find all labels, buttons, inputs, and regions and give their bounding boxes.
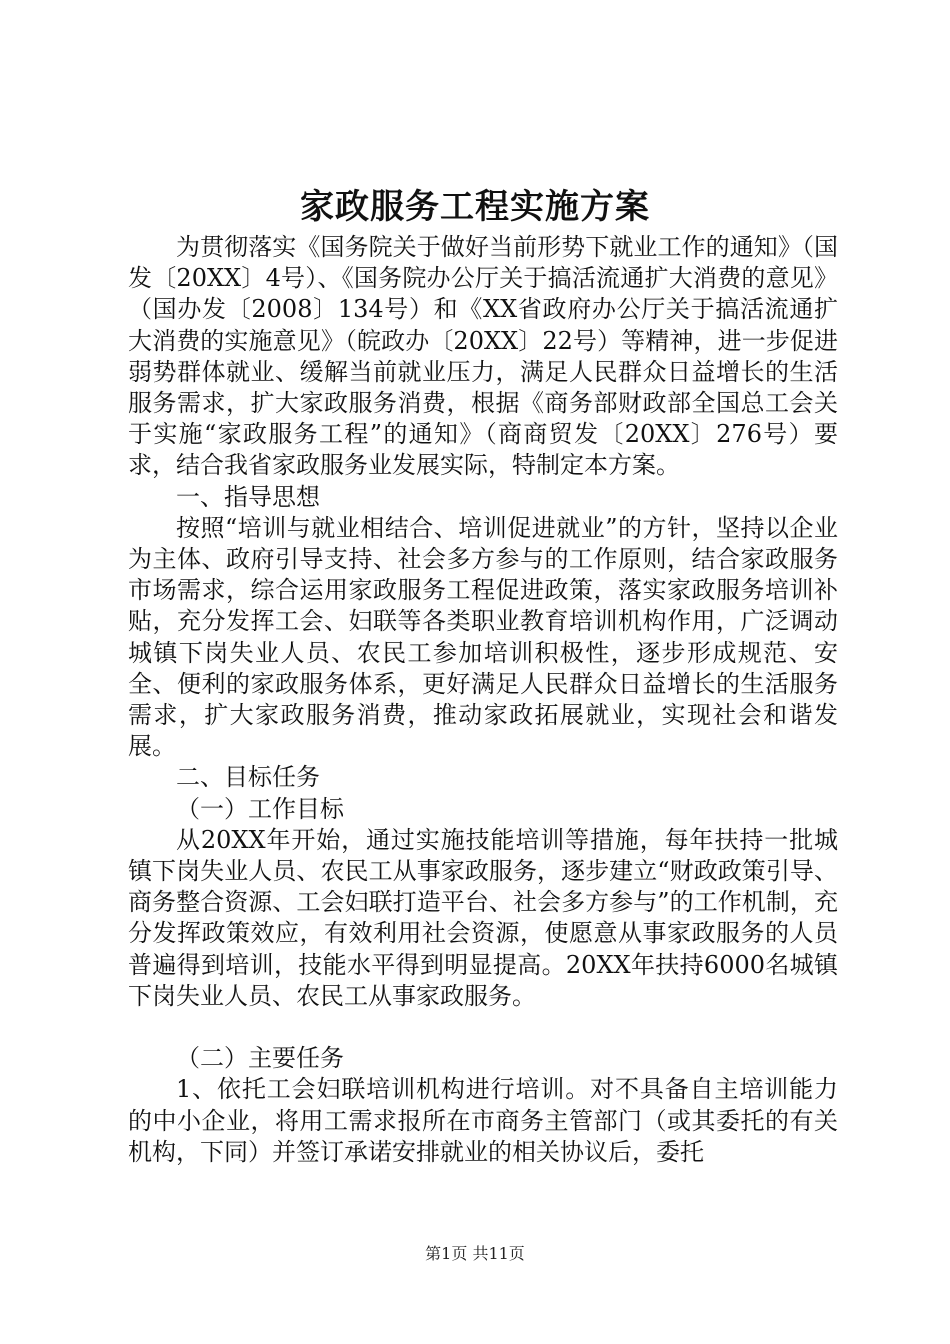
work-goals-paragraph: 从20XX年开始，通过实施技能培训等措施，每年扶持一批城镇下岗失业人员、农民工从事家政服务，逐步建立“财政政策引导、商务整合资源、工会妇联打造平台、社会多方参与”的工作机制，充分发挥政策效应，有效利用社会资源，使愿意从事家政服务的人员普遍得到培训，技能水平得到明显提高。20XX年扶持6000名城镇下岗失业人员、农民工从事家政服务。 <box>128 825 838 1010</box>
intro-paragraph: 为贯彻落实《国务院关于做好当前形势下就业工作的通知》（国发〔20XX〕4号）、《国务院办公厅关于搞活流通扩大消费的意见》（国办发〔2008〕134号）和《XX省政府办公厅关于搞活流通扩大消费的实施意见》（皖政办〔20XX〕22号）等精神，进一步促进弱势群体就业、缓解当前就业压力，满足人民群众日益增长的生活服务需求，扩大家政服务消费，根据《商务部财政部全国总工会关于实施“家政服务工程”的通知》（商商贸发〔20XX〕276号）要求，结合我省家政服务业发展实际，特制定本方案。 <box>128 233 838 480</box>
document-title: 家政服务工程实施方案 <box>300 187 650 227</box>
paragraph-spacer <box>128 1012 838 1043</box>
document-body <box>128 232 838 1168</box>
page-footer: 第1页 共11页 <box>425 1244 525 1263</box>
section-heading-goals-tasks: 二、目标任务 <box>176 763 320 792</box>
main-tasks-paragraph: 1、依托工会妇联培训机构进行培训。对不具备自主培训能力的中小企业，将用工需求报所在市商务主管部门（或其委托的有关机构，下同）并签订承诺安排就业的相关协议后，委托 <box>128 1075 838 1166</box>
subsection-heading-main-tasks: （二）主要任务 <box>176 1044 344 1073</box>
subsection-heading-work-goals: （一）工作目标 <box>176 794 344 823</box>
guiding-ideology-paragraph: 按照“培训与就业相结合、培训促进就业”的方针，坚持以企业为主体、政府引导支持、社会多方参与的工作原则，结合家政服务市场需求，综合运用家政服务工程促进政策，落实家政服务培训补贴，充分发挥工会、妇联等各类职业教育培训机构作用，广泛调动城镇下岗失业人员、农民工参加培训积极性，逐步形成规范、安全、便利的家政服务体系，更好满足人民群众日益增长的生活服务需求，扩大家政服务消费，推动家政拓展就业，实现社会和谐发展。 <box>128 513 838 761</box>
section-heading-guiding-ideology: 一、指导思想 <box>176 482 320 511</box>
